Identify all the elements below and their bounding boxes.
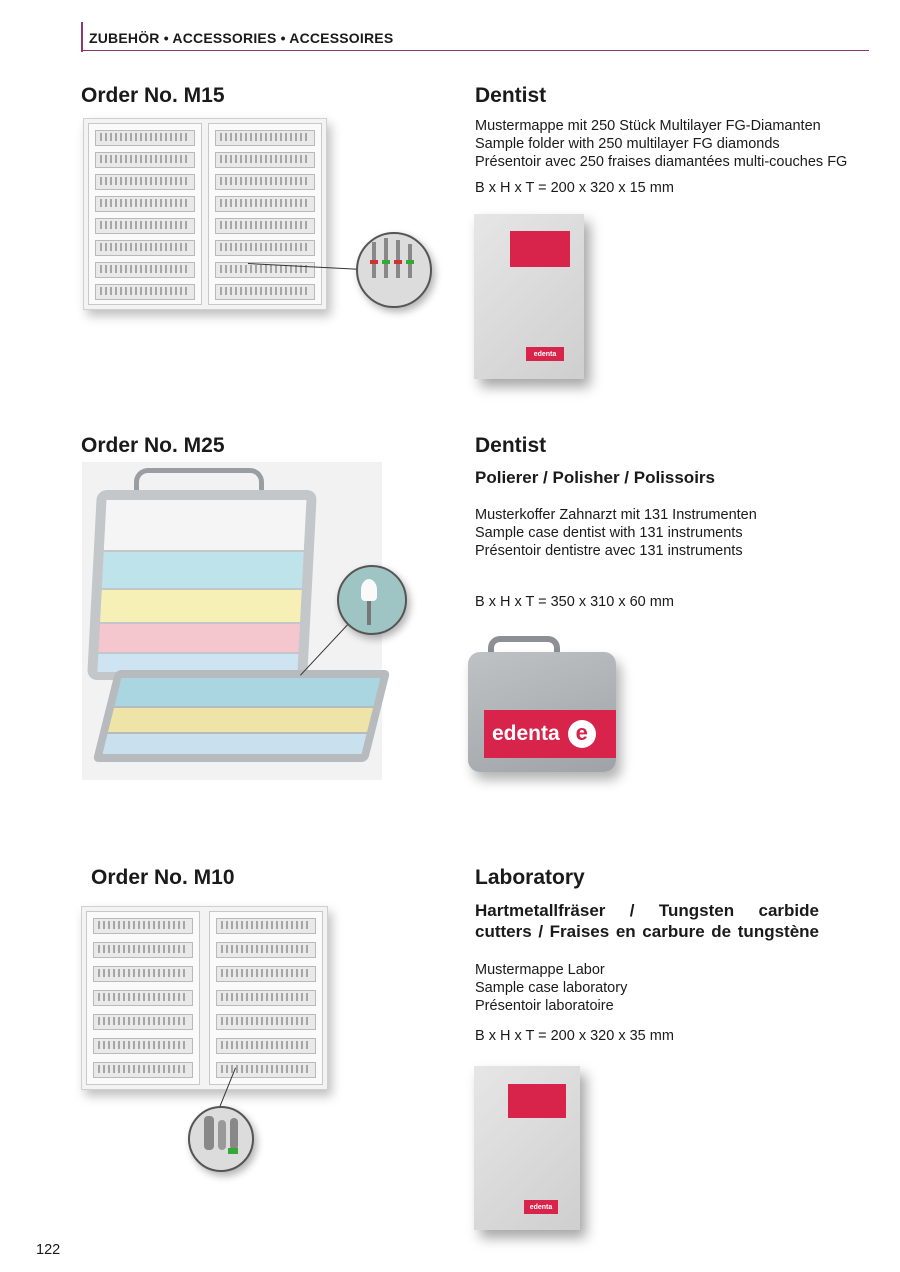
sample-case-closed-image xyxy=(468,636,620,778)
sample-folder-open-image xyxy=(81,906,328,1090)
product-subtitle: Polierer / Polisher / Polissoirs xyxy=(475,468,715,487)
sample-case-open-image xyxy=(82,462,382,780)
description-de: Mustermappe Labor xyxy=(475,962,605,978)
header-rule xyxy=(81,50,869,51)
description-fr: Présentoir dentistre avec 131 instruments xyxy=(475,543,743,559)
product-dimensions: B x H x T = 350 x 310 x 60 mm xyxy=(475,594,674,610)
order-number: Order No. M25 xyxy=(81,434,225,457)
description-de: Musterkoffer Zahnarzt mit 131 Instrumenten xyxy=(475,507,757,523)
product-subtitle: Hartmetallfräser / Tungsten carbide cutters / Fraises en carbure de tungstène xyxy=(475,901,819,941)
order-number: Order No. M15 xyxy=(81,84,225,107)
page-number: 122 xyxy=(36,1242,61,1258)
description-en: Sample case dentist with 131 instruments xyxy=(475,525,743,541)
description-en: Sample folder with 250 multilayer FG diamonds xyxy=(475,136,780,152)
zoom-detail-circle xyxy=(337,565,407,635)
product-dimensions: B x H x T = 200 x 320 x 15 mm xyxy=(475,180,674,196)
edenta-logo: edenta xyxy=(526,347,564,361)
edenta-logo: edenta e xyxy=(484,710,616,758)
sample-folder-open-image xyxy=(83,118,327,310)
product-description xyxy=(475,506,757,560)
sample-folder-closed-image xyxy=(474,214,584,379)
product-category: Laboratory xyxy=(475,866,585,889)
header-accent-bar xyxy=(81,22,83,52)
edenta-logo: edenta xyxy=(524,1200,558,1214)
description-fr: Présentoir laboratoire xyxy=(475,998,614,1014)
product-category: Dentist xyxy=(475,84,547,107)
sample-folder-closed-image xyxy=(474,1066,580,1230)
product-description xyxy=(475,961,627,1015)
edenta-e-icon: e xyxy=(568,720,596,748)
product-description xyxy=(475,117,847,171)
description-fr: Présentoir avec 250 fraises diamantées multi-couches FG xyxy=(475,154,848,170)
zoom-detail-circle xyxy=(188,1106,254,1172)
description-en: Sample case laboratory xyxy=(475,980,628,996)
description-de: Mustermappe mit 250 Stück Multilayer FG-Diamanten xyxy=(475,118,821,134)
product-dimensions: B x H x T = 200 x 320 x 35 mm xyxy=(475,1028,674,1044)
order-number: Order No. M10 xyxy=(91,866,235,889)
section-header: ZUBEHÖR • ACCESSORIES • ACCESSOIRES xyxy=(89,30,394,46)
product-category: Dentist xyxy=(475,434,547,457)
zoom-detail-circle xyxy=(356,232,432,308)
